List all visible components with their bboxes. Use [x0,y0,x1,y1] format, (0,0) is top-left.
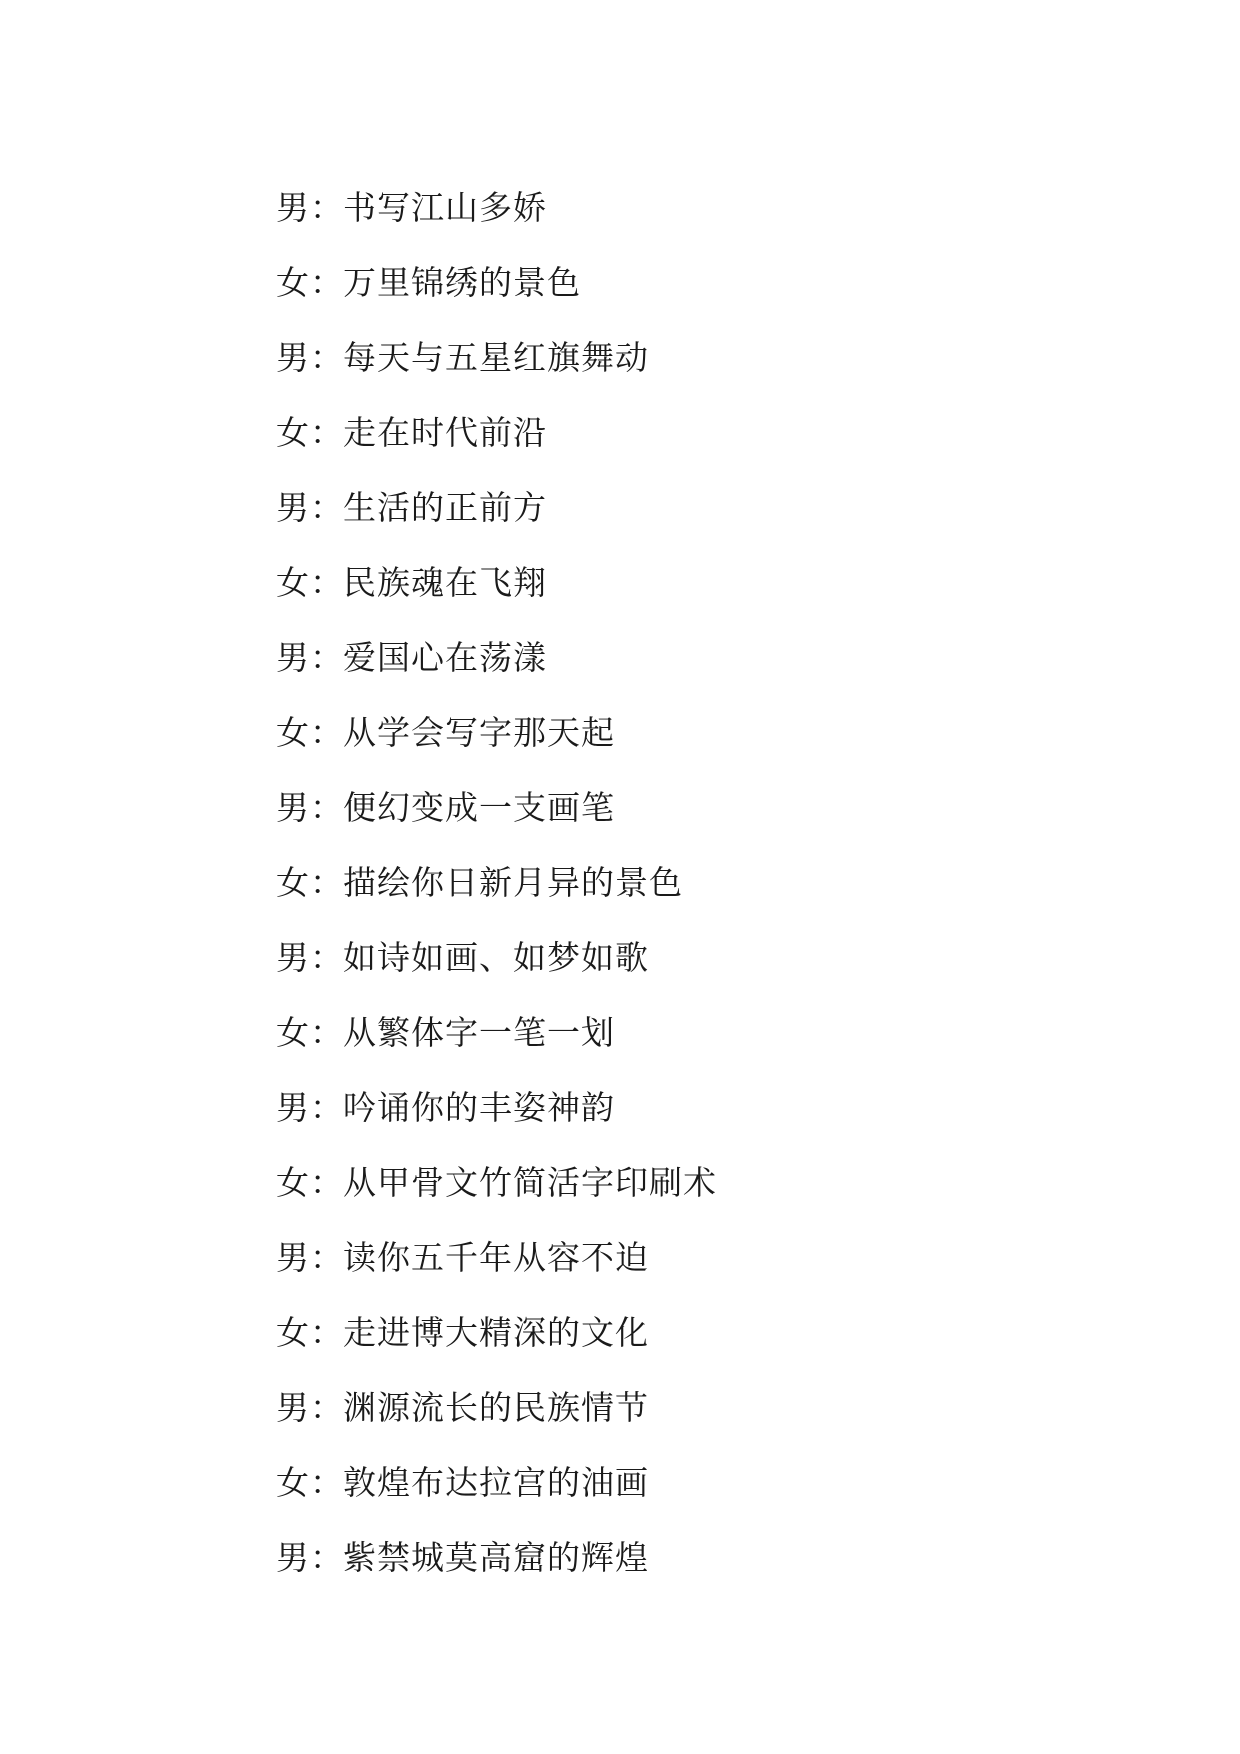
line-text: 从学会写字那天起 [343,713,615,752]
speaker-label: 女 [276,1013,310,1052]
speaker-separator: ： [310,1013,344,1052]
dialogue-line [276,318,1136,393]
dialogue-line [276,543,1136,618]
dialogue-line [276,1443,1136,1518]
speaker-separator: ： [310,788,344,827]
line-text: 走在时代前沿 [343,413,547,452]
dialogue-line [276,1293,1136,1368]
line-text: 从繁体字一笔一划 [343,1013,615,1052]
speaker-label: 女 [276,1463,310,1502]
dialogue-line [276,843,1136,918]
speaker-label: 女 [276,263,310,302]
speaker-label: 男 [276,1388,310,1427]
speaker-label: 男 [276,788,310,827]
speaker-label: 男 [276,188,310,227]
speaker-separator: ： [310,1538,344,1577]
dialogue-line [276,918,1136,993]
speaker-label: 男 [276,938,310,977]
line-text: 生活的正前方 [343,488,547,527]
speaker-separator: ： [310,1388,344,1427]
speaker-label: 女 [276,863,310,902]
speaker-separator: ： [310,938,344,977]
dialogue-line [276,1368,1136,1443]
speaker-separator: ： [310,563,344,602]
speaker-label: 女 [276,563,310,602]
dialogue-line [276,1218,1136,1293]
line-text: 敦煌布达拉宫的油画 [343,1463,649,1502]
line-text: 每天与五星红旗舞动 [343,338,649,377]
line-text: 描绘你日新月异的景色 [343,863,683,902]
line-text: 从甲骨文竹简活字印刷术 [343,1163,717,1202]
speaker-separator: ： [310,1163,344,1202]
speaker-separator: ： [310,338,344,377]
speaker-label: 女 [276,413,310,452]
speaker-separator: ： [310,1463,344,1502]
speaker-separator: ： [310,1238,344,1277]
speaker-label: 女 [276,1313,310,1352]
line-text: 爱国心在荡漾 [343,638,547,677]
speaker-separator: ： [310,488,344,527]
dialogue-line [276,243,1136,318]
line-text: 便幻变成一支画笔 [343,788,615,827]
speaker-label: 男 [276,638,310,677]
dialogue-line [276,618,1136,693]
dialogue-line [276,693,1136,768]
speaker-label: 男 [276,1238,310,1277]
dialogue-line [276,993,1136,1068]
speaker-label: 男 [276,1088,310,1127]
line-text: 民族魂在飞翔 [343,563,547,602]
speaker-label: 男 [276,338,310,377]
dialogue-line [276,1143,1136,1218]
speaker-separator: ： [310,1088,344,1127]
speaker-separator: ： [310,863,344,902]
line-text: 如诗如画、如梦如歌 [343,938,649,977]
line-text: 读你五千年从容不迫 [343,1238,649,1277]
line-text: 渊源流长的民族情节 [343,1388,649,1427]
dialogue-line [276,168,1136,243]
line-text: 万里锦绣的景色 [343,263,581,302]
dialogue-line [276,1518,1136,1593]
dialogue-line [276,1068,1136,1143]
speaker-separator: ： [310,713,344,752]
speaker-separator: ： [310,413,344,452]
speaker-separator: ： [310,263,344,302]
line-text: 走进博大精深的文化 [343,1313,649,1352]
dialogue-line [276,768,1136,843]
dialogue-list [276,168,1136,1593]
speaker-label: 男 [276,488,310,527]
dialogue-line [276,393,1136,468]
speaker-label: 女 [276,1163,310,1202]
line-text: 紫禁城莫高窟的辉煌 [343,1538,649,1577]
line-text: 书写江山多娇 [343,188,547,227]
dialogue-line [276,468,1136,543]
speaker-label: 女 [276,713,310,752]
speaker-label: 男 [276,1538,310,1577]
line-text: 吟诵你的丰姿神韵 [343,1088,615,1127]
speaker-separator: ： [310,1313,344,1352]
speaker-separator: ： [310,638,344,677]
speaker-separator: ： [310,188,344,227]
